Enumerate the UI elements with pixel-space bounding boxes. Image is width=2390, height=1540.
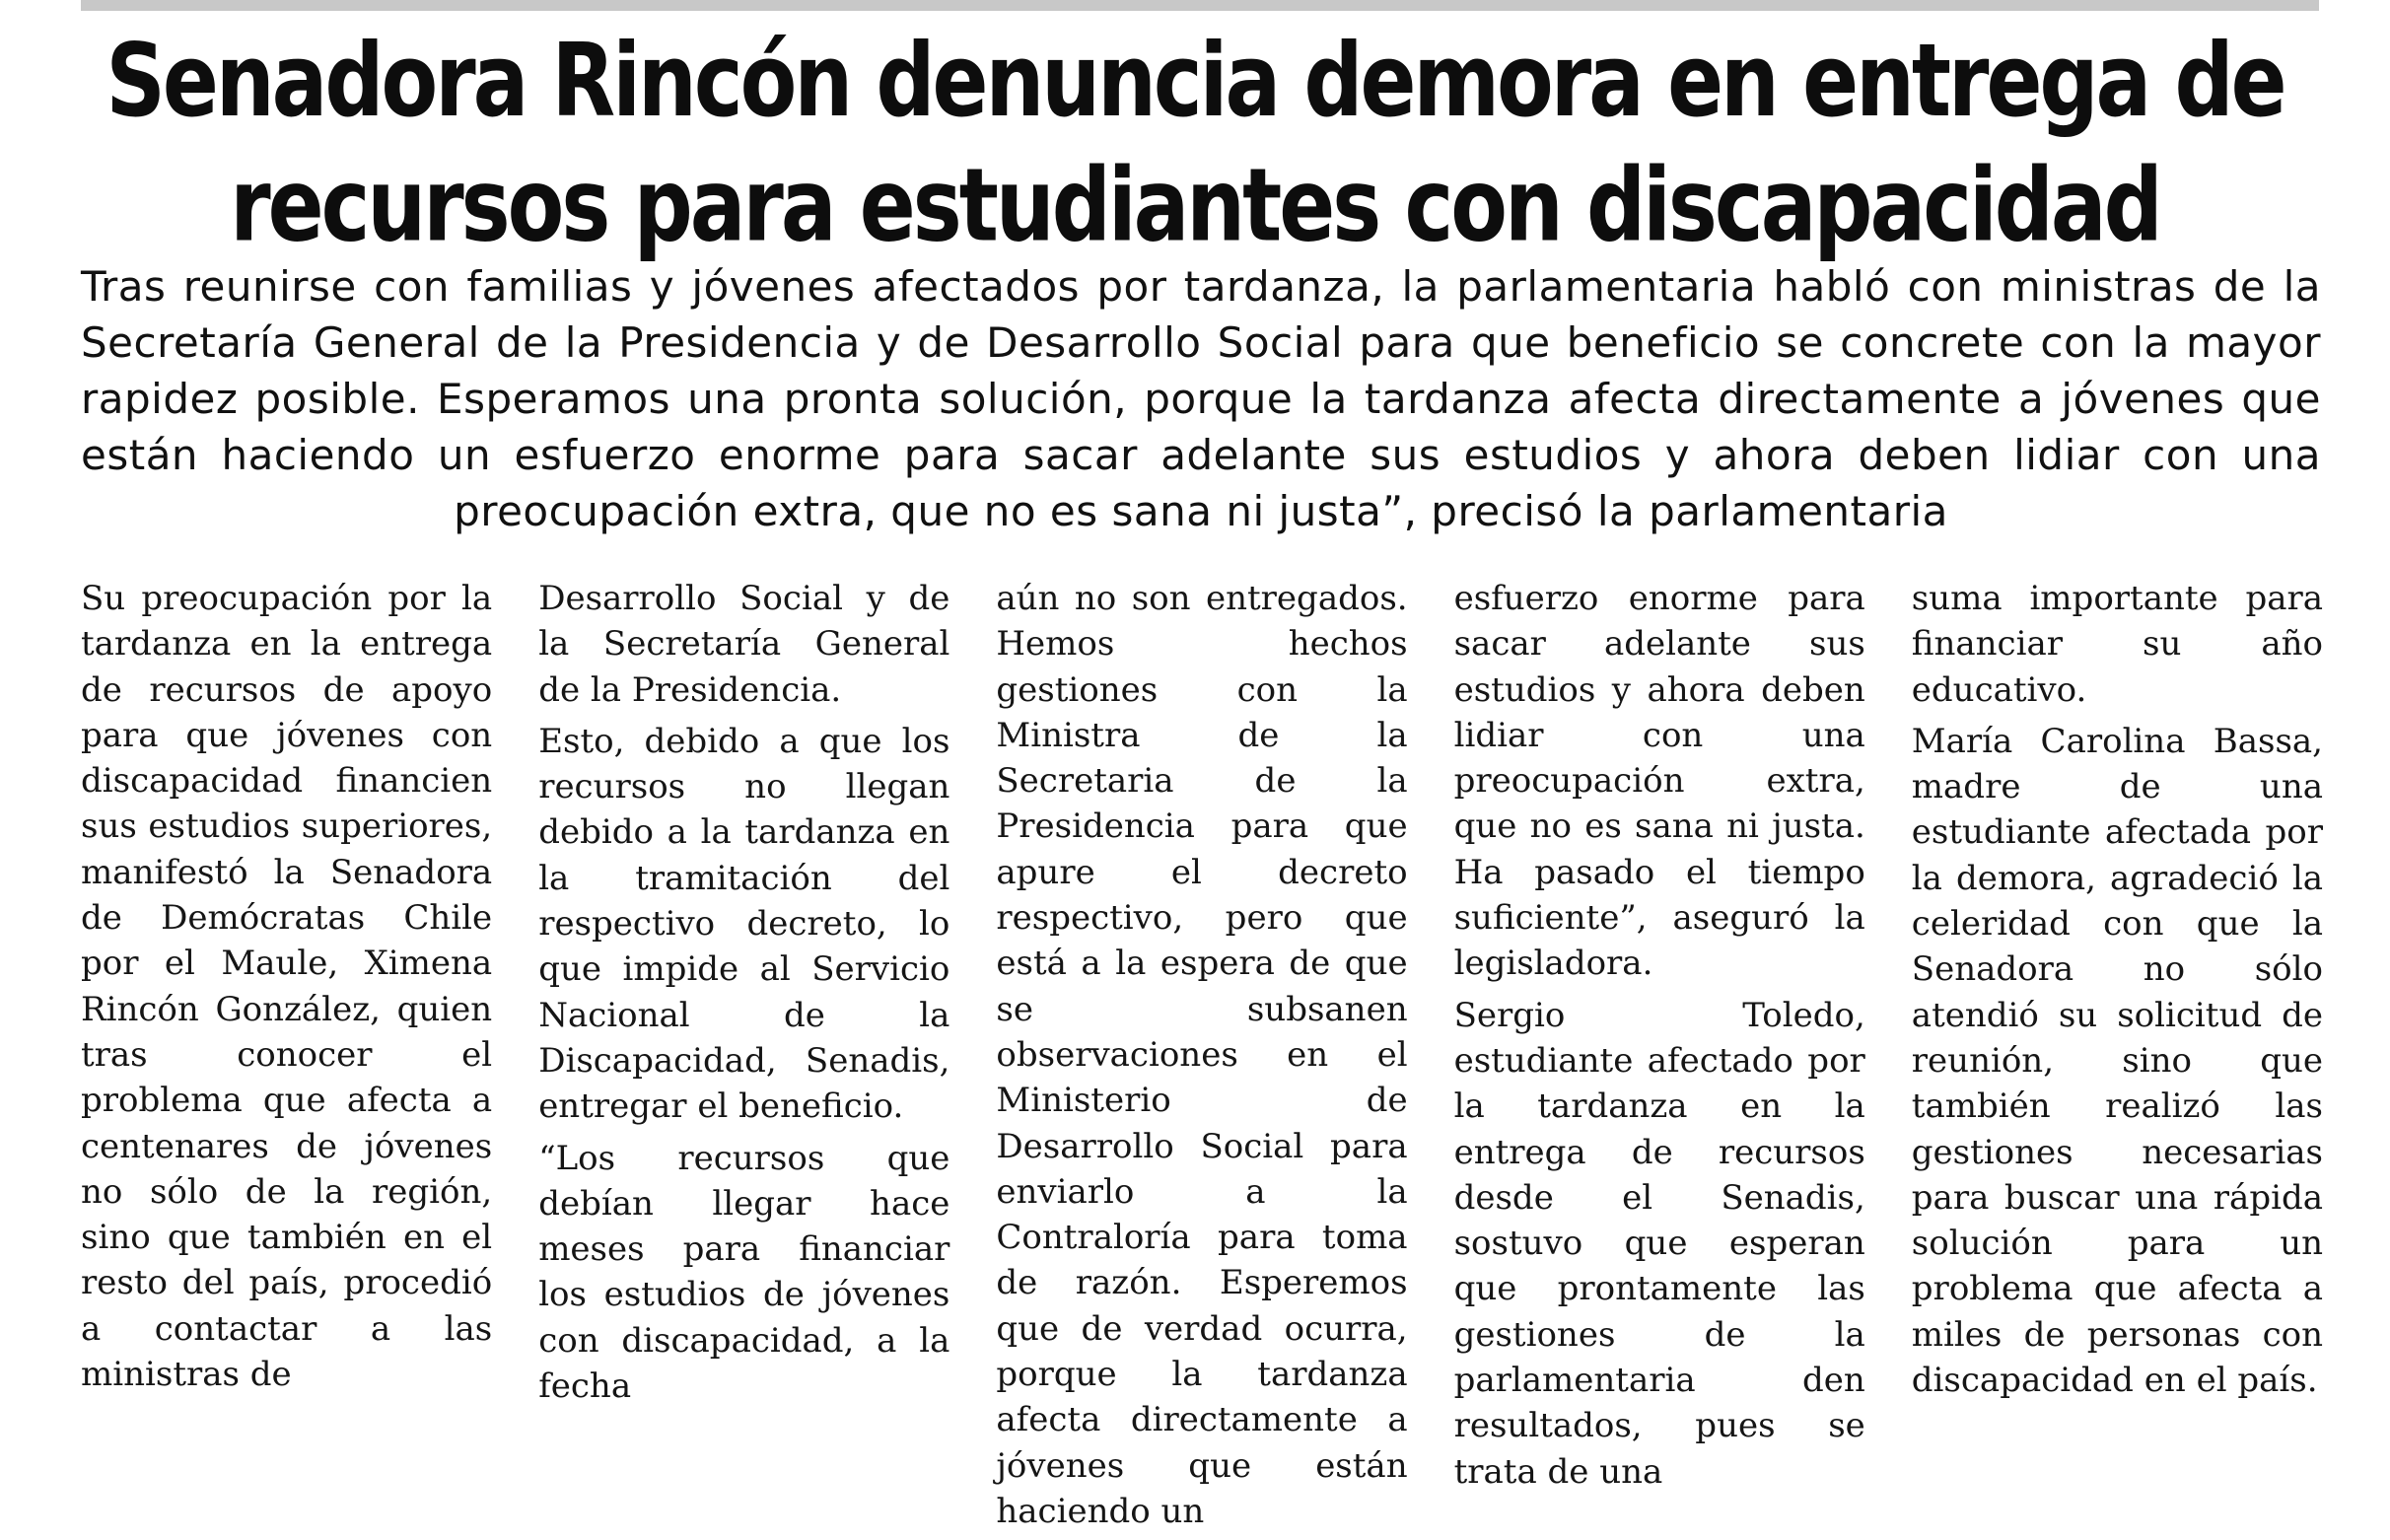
paragraph: “Los recursos que debían llegar hace meses para financiar los estudios de jóvenes con discapacidad, a la fecha: [538, 1138, 950, 1407]
paragraph: aún no son entregados. Hemos hechos gestiones con la Ministra de la Secretaria de la Presidencia para que apure el decreto respectivo, pero que está a la espera de que se subsanen observaciones en el Ministerio de Desarrollo Social para enviarlo a la Contraloría para toma de razón. Esperemos que de verdad ocurra, porque la tardanza afecta directamente a jóvenes que están haciendo un: [996, 579, 1408, 1531]
column-4: [1454, 576, 1865, 1540]
column-3: [996, 576, 1407, 1540]
paragraph: María Carolina Bassa, madre de una estudiante afectada por la demora, agradeció la celeridad con que la Senadora no sólo atendió su solicitud de reunión, sino que también realizó las gestiones necesarias para buscar una rápida solución para un problema que afecta a miles de personas con discapacidad en el país.: [1911, 721, 2323, 1401]
paragraph: Esto, debido a que los recursos no llegan debido a la tardanza en la tramitación del respectivo decreto, lo que impide al Servicio Nacional de la Discapacidad, Senadis, entregar el beneficio.: [538, 721, 950, 1127]
column-5: [1912, 576, 2323, 1540]
subhead: Tras reunirse con familias y jóvenes afectados por tardanza, la parlamentaria habló con ministras de la Secretaría General de la Presidencia y de Desarrollo Social para que beneficio se concrete con la mayor rapidez posible. Esperamos una pronta solución, porque la tardanza afecta directamente a jóvenes que están haciendo un esfuerzo enorme para sacar adelante sus estudios y ahora deben lidiar con una preocupación extra, que no es sana ni justa”, precisó la parlamentaria: [81, 262, 2321, 535]
column-1: [81, 576, 492, 1540]
paragraph: Su preocupación por la tardanza en la entrega de recursos de apoyo para que jóvenes con discapacidad financien sus estudios superiores, manifestó la Senadora de Demócratas Chile por el Maule, Ximena Rincón González, quien tras conocer el problema que afecta a centenares de jóvenes no sólo de la región, sino que también en el resto del país, procedió a contactar a las ministras de: [81, 579, 493, 1395]
top-rule: [81, 0, 2319, 11]
paragraph: Desarrollo Social y de la Secretaría General de la Presidencia.: [538, 579, 950, 710]
paragraph: Sergio Toledo, estudiante afectado por la tardanza en la entrega de recursos desde el Senadis, sostuvo que esperan que prontamente las gestiones de la parlamentaria den resultados, pues se trata de una: [1453, 995, 1865, 1492]
headline: Senadora Rincón denuncia demora en entrega de recursos para estudiantes con discapacidad: [105, 21, 2285, 265]
column-2: [538, 576, 949, 1540]
article-body: [81, 576, 2323, 1531]
paragraph: esfuerzo enorme para sacar adelante sus estudios y ahora deben lidiar con una preocupación extra, que no es sana ni justa. Ha pasado el tiempo suficiente”, aseguró la legisladora.: [1453, 579, 1865, 984]
paragraph: suma importante para financiar su año educativo.: [1911, 579, 2323, 710]
